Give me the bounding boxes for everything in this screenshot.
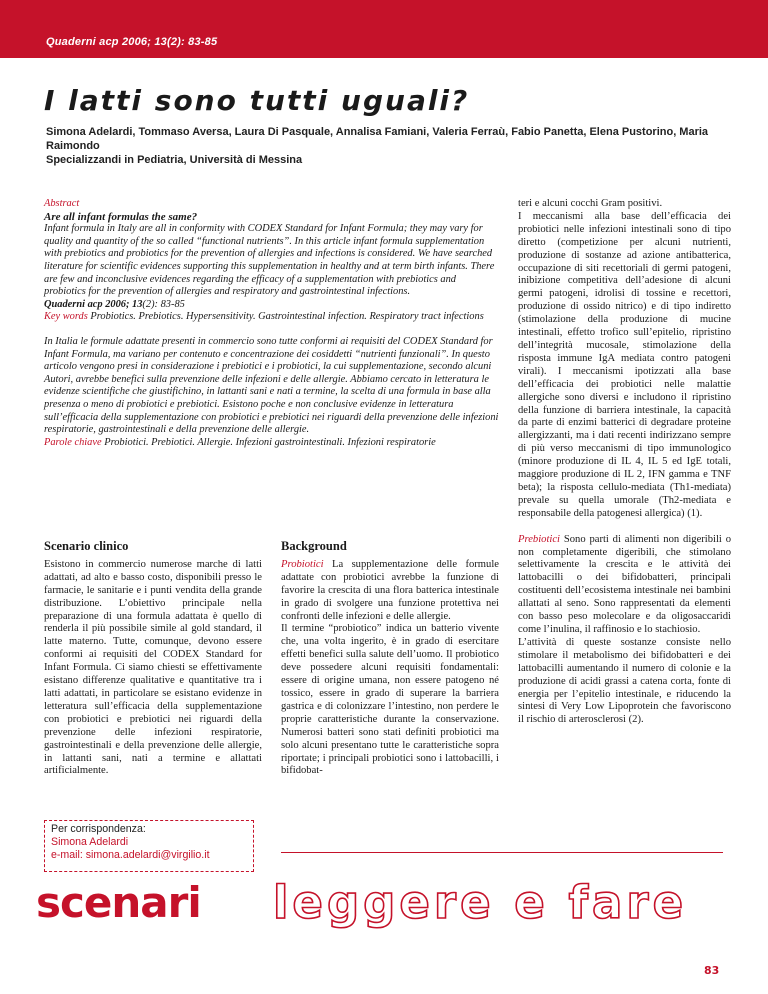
- correspondence-email[interactable]: e-mail: simona.adelardi@virgilio.it: [51, 849, 210, 861]
- affiliation: Specializzandi in Pediatria, Università di Messina: [46, 154, 303, 166]
- authors-block: [46, 125, 746, 167]
- probiotici-paragraph: Probiotici La supplementazione delle formule adattate con probiotici avrebbe la funzione di favorire la crescita di una flora batterica intestinale in grado di svolgere una funzione protettiva nei confronti delle infezioni e delle allergie.: [281, 558, 499, 622]
- prebiotici-paragraph: Prebiotici Sono parti di alimenti non digeribili o non completamente digeribili, che stimolano selettivamente la crescita e le attività dei lattobacilli o dei bifidobatteri, principali costituenti dell’ecosistema intestinale nei bambini allattati al seno. Sono rappresentati da elementi con basso peso molecolare e da oligosaccaridi come l’inulina, il raffinosio e lo stachiosio.: [518, 533, 731, 635]
- prebiotici-lead: Prebiotici: [518, 533, 560, 545]
- section-title-scenario: Scenario clinico: [44, 539, 129, 553]
- divider-rule: [281, 852, 723, 853]
- column-scenario: [44, 540, 262, 778]
- keywords-en: Key words Probiotics. Prebiotics. Hypersensitivity. Gastrointestinal infection. Respiratory tract infections: [44, 311, 484, 323]
- probiotici-paragraph-2: Il termine “probiotico” indica un batterio vivente che, una volta ingerito, è in grado di esercitare effetti benefici sulla salute dell’uomo. Il probiotico deve possedere alcuni requisiti fondamentali: essere di origine umana, non essere patogeno né tossico, essere in grado di superare la barriera gastrica e di colonizzare l’intestino, non perdere le proprie caratteristiche durante la conservazione. Numerosi batteri sono stati definiti probiotici ma solo alcuni presentano tutte le caratteristiche sopra riportate; i principali probiotici sono i lattobacilli, i bifidobat-: [281, 623, 499, 777]
- journal-citation: Quaderni acp 2006; 13(2): 83-85: [46, 36, 218, 48]
- col3-continuation: teri e alcuni cocchi Gram positivi.: [518, 198, 663, 209]
- abstract-it-text: In Italia le formule adattate presenti in commercio sono tutte conformi ai requisiti del CODEX Standard for Infant Formula, ma variano per contenuto e concentrazione dei cosiddetti “nutrienti funzionali”. In questo articolo vengono presi in considerazione i prebiotici e i probiotici, la cui supplementazione, secondo alcuni Autori, avrebbe benefici sulla prevenzione delle infezioni e delle allergie. Abbiamo cercato in letteratura le evidenze scientifiche che giustifichino, in lattanti sani e nati a termine, la scelta di una formula in base alla presenza o meno di probiotici e prebiotici. Esistono poche e non conclusive evidenze in letteratura sull’efficacia della supplementazione con probiotici e prebiotici nei riguardi della prevenzione delle infezioni respiratorie, gastrointestinali e della prevenzione delle allergie.: [44, 335, 499, 436]
- column-background: [281, 540, 499, 778]
- footer-section-scenari: scenari: [36, 878, 201, 927]
- correspondence-name: Simona Adelardi: [51, 836, 129, 848]
- abstract-block: [44, 198, 499, 449]
- footer-section-leggere-e-fare: leggere e fare: [273, 876, 688, 929]
- column-right: [518, 198, 731, 727]
- correspondence-box: [44, 820, 254, 872]
- article-title: I latti sono tutti uguali?: [44, 84, 470, 117]
- keywords-it: Parole chiave Probiotici. Prebiotici. Allergie. Infezioni gastrointestinali. Infezioni respiratorie: [44, 436, 436, 448]
- abstract-en-text: Infant formula in Italy are all in conformity with CODEX Standard for Infant Formula; they may vary for quality and quantity of the so called “functional nutrients”. In this article infant formula supplementation with prebiotics and probiotics for the prevention of allergies and infections is considered. We have searched literature for scientific evidences supporting this supplementation in healthy and at term birth infants. There are few and inconclusive evidences regarding the efficacy of a supplementation with prebiotics and probiotics for the prevention of allergies and respiratory and gastrointestinal infections.: [44, 223, 495, 298]
- probiotici-lead: Probiotici: [281, 558, 324, 570]
- scenario-text: Esistono in commercio numerose marche di latti adattati, ad alto e basso costo, disponibili presso le farmacie, le sanitarie e i punti vendita della grande distribuzione. L’obiettivo principale nella preparazione di una formula adattata è quello di renderla il più possibile simile al gold standard, il latte materno. Tutte, comunque, devono essere conformi ai requisiti del CODEX Standard for Infant Formula. Ci siamo chiesti se effettivamente esistano differenze qualitative e quantitative tra i latti adattati, in particolare se esistano evidenze in letteratura sull’efficacia della supplementazione con probiotici e prebiotici nei riguardi della prevenzione delle infezioni respiratorie, gastrointestinali e della prevenzione delle allergie, in lattanti sani, nati a termine e allattati artificialmente.: [44, 558, 262, 777]
- col3-mechanisms: I meccanismi alla base dell’efficacia dei probiotici nelle infezioni intestinali sono di tipo diretto (competizione per alcuni nutrienti, produzione di sostanze ad azione antibatterica, occupazione di siti recettoriali di germi patogeni, inibizione competitiva dell’adesione di alcuni germi patogeni, idrolisi di tossine e recettori, produzione di ossido nitrico) e di tipo indiretto (stimolazione della produzione di mucine intestinali, effetto trofico sull’epitelio, ripristino dell’integrità mucosale, stimolazione della risposta immune IgA mediata contro patogeni virali). I meccanismi ipotizzati alla base dell’efficacia dei probiotici nelle malattie allergiche sono diversi e includono il ripristino della funzione di barriera intestinale, la capacità da parte di enzimi batterici di degradare proteine allergizzanti, ma i dati recenti indirizzano sempre di più verso meccanismi di tipo immunologico (minore produzione di IL 4, IL 5 ed IgE totali, maggiore produzione di IL 2, IFN gamma e TNF beta); la risposta cellulo-mediata (Th1-mediata) prevale su quella umorale (Th2-mediata e responsabile della patogenesi allergica) (1).: [518, 210, 731, 519]
- abstract-label: Abstract: [44, 198, 80, 209]
- prebiotici-paragraph-2: L’attività di queste sostanze consiste nello stimolare il metabolismo dei bifidobatteri e dei lattobacilli aumentando il numero di colonie e la produzione di acidi grassi a catena corta, fonte di energia per l’epitelio intestinale, e riducendo la sintesi di Very Low Lipoprotein che favoriscono il rischio di arterosclerosi (2).: [518, 636, 731, 726]
- abstract-citation: Quaderni acp 2006; 13(2): 83-85: [44, 298, 185, 310]
- section-title-background: Background: [281, 539, 347, 553]
- abstract-title: Are all infant formulas the same?: [44, 210, 198, 223]
- correspondence-label: Per corrispondenza:: [51, 823, 146, 835]
- header-band: [0, 0, 768, 58]
- page-number: 83: [704, 964, 720, 977]
- author-list: Simona Adelardi, Tommaso Aversa, Laura Di Pasquale, Annalisa Famiani, Valeria Ferraù, Fabio Panetta, Elena Pustorino, Maria Raimondo: [46, 126, 709, 152]
